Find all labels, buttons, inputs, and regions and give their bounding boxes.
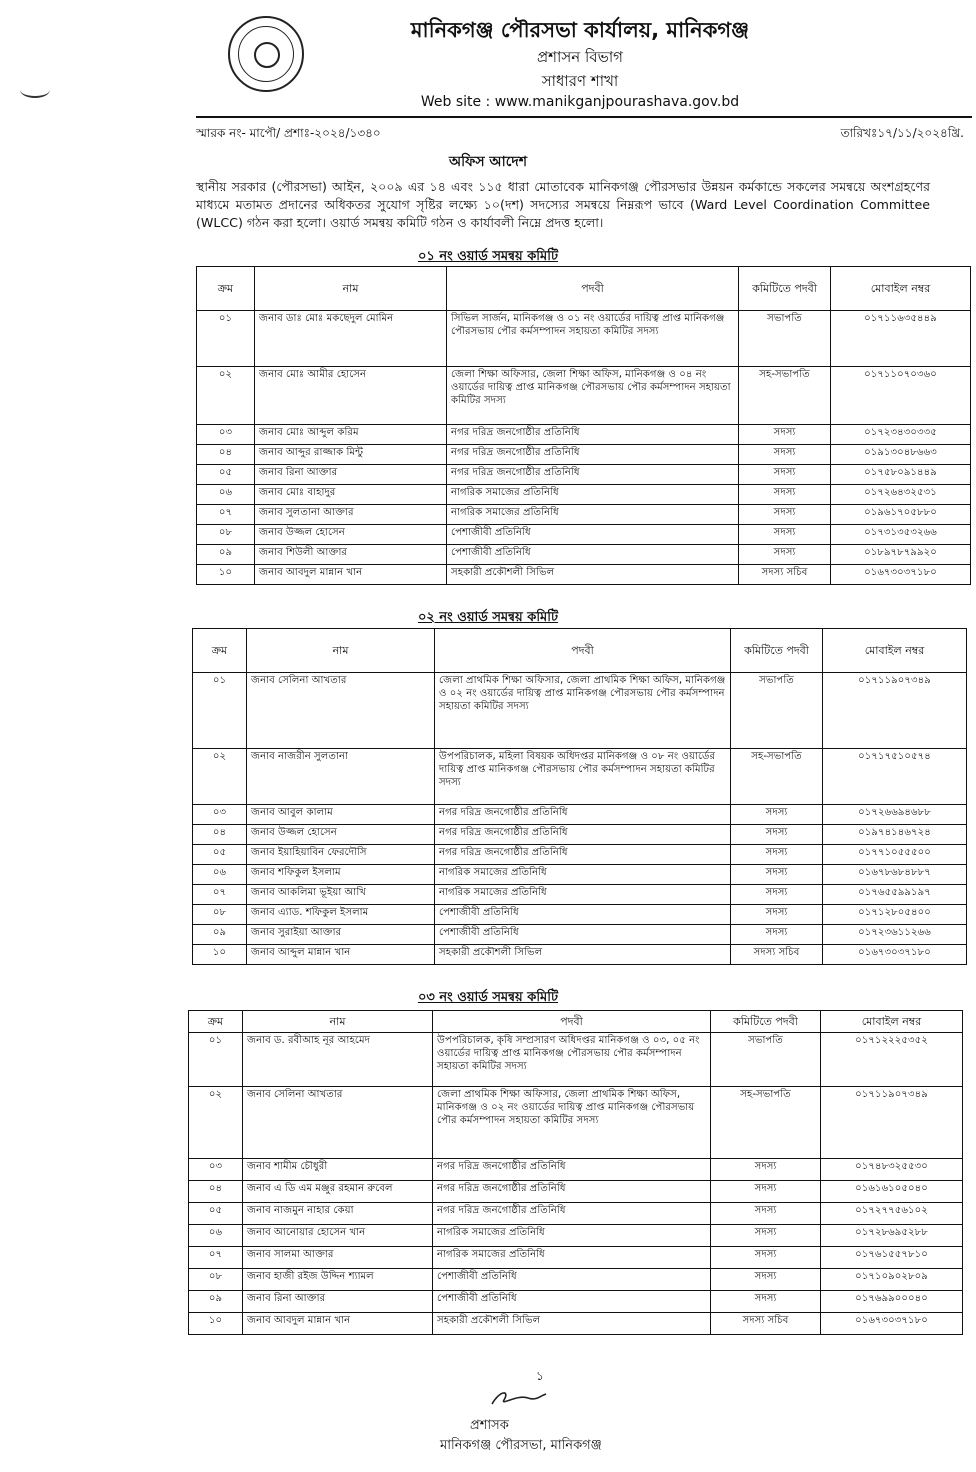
serial-cell: ০৫ [197,465,255,485]
committee-role-cell: সহ-সভাপতি [739,367,831,425]
header-committee-role: কমিটিতে পদবী [739,267,831,311]
committee-role-cell: সদস্য [711,1291,821,1313]
committee-3-table [188,1010,963,1335]
table-row [189,1181,963,1203]
memo-date: তারিখঃ১৭/১১/২০২৪খ্রি. [840,126,964,140]
mobile-cell: ০১৬১৬১০৫০৪০ [821,1181,963,1203]
name-cell: জনাব রিনা আক্তার [255,465,447,485]
serial-cell: ০২ [197,367,255,425]
committee-role-cell: সদস্য [731,905,823,925]
header-mobile: মোবাইল নম্বর [821,1011,963,1033]
committee-2-table [192,628,967,965]
mobile-cell: ০১৮৯৭৮৭৯৯২০ [831,545,971,565]
table-row [189,1247,963,1269]
mobile-cell: ০১৭৬৫৫৯৯১৯৭ [823,885,967,905]
name-cell: জনাব ড. রবীআহ নূর আহমেদ [243,1033,433,1087]
office-name: মানিকগঞ্জ পৌরসভা কার্যালয়, মানিকগঞ্জ [410,18,750,42]
table-row [193,845,967,865]
table-row [189,1087,963,1159]
designation-cell: পেশাজীবী প্রতিনিধি [435,925,731,945]
memo-number: স্মারক নং- মাপৌ/ প্রশাঃ-২০২৪/১৩৪০ [196,126,381,140]
header-divider [196,116,972,118]
name-cell: জনাব শামীম চৌধুরী [243,1159,433,1181]
name-cell: জনাব সুলতানা আক্তার [255,505,447,525]
serial-cell: ০৪ [197,445,255,465]
name-cell: জনাব এ্যাড. শফিকুল ইসলাম [247,905,435,925]
mobile-cell: ০১৭২৬৪৩২৫৩১ [831,485,971,505]
committee-role-cell: সদস্য [739,525,831,545]
name-cell: জনাব আব্দুর রাজ্জাক মিন্টু [255,445,447,465]
signatory-title: প্রশাসক [470,1418,509,1433]
committee-role-cell: সদস্য [731,805,823,825]
committee-role-cell: সদস্য [739,425,831,445]
name-cell: জনাব মোঃ আমীর হোসেন [255,367,447,425]
serial-cell: ০৭ [193,885,247,905]
committee-role-cell: সদস্য [731,925,823,945]
designation-cell: নাগরিক সমাজের প্রতিনিধি [433,1247,711,1269]
serial-cell: ০৯ [189,1291,243,1313]
header-serial: ক্রম [197,267,255,311]
designation-cell: পেশাজীবী প্রতিনিধি [433,1269,711,1291]
signature-icon [488,1386,548,1410]
committee-role-cell: সদস্য [731,825,823,845]
table-row [197,465,971,485]
designation-cell: পেশাজীবী প্রতিনিধি [447,525,739,545]
designation-cell: পেশাজীবী প্রতিনিধি [447,545,739,565]
serial-cell: ০৮ [189,1269,243,1291]
committee-role-cell: সদস্য [731,845,823,865]
designation-cell: জেলা প্রাথমিক শিক্ষা অফিসার, জেলা প্রাথমিক শিক্ষা অফিস, মানিকগঞ্জ ও ০২ নং ওয়ার্ডের দায়িত্ব প্রাপ্ত মানিকগঞ্জ পৌরসভায় পৌর কর্মসম্পাদন সহায়তা কমিটির সদস্য [435,673,731,749]
mobile-cell: ০১৭২৩৬১১২৬৬ [823,925,967,945]
serial-cell: ০৪ [189,1181,243,1203]
website-text: Web site : www.manikganjpourashava.gov.bd [420,94,740,110]
table-row [197,311,971,367]
serial-cell: ০৫ [193,845,247,865]
table-row [193,805,967,825]
mobile-cell: ০১৭৩১৩৫৩২৬৬ [831,525,971,545]
mobile-cell: ০১৭১১৯০৭৩৪৯ [823,673,967,749]
designation-cell: সহকারী প্রকৌশলী সিভিল [435,945,731,965]
committee-role-cell: সদস্য [711,1159,821,1181]
serial-cell: ০৭ [197,505,255,525]
table-row [193,925,967,945]
table-row [197,367,971,425]
mobile-cell: ০১৭২৬৬৯৪৬৮৮ [823,805,967,825]
committee-role-cell: সভাপতি [731,673,823,749]
table-row [193,885,967,905]
designation-cell: জেলা প্রাথমিক শিক্ষা অফিসার, জেলা প্রাথমিক শিক্ষা অফিস, মানিকগঞ্জ ও ০২ নং ওয়ার্ডের দায়িত্ব প্রাপ্ত মানিকগঞ্জ পৌরসভায় পৌর কর্মসম্পাদন সহায়তা কমিটির সদস্য [433,1087,711,1159]
mobile-cell: ০১৭১১৬৩৫৪৪৯ [831,311,971,367]
name-cell: জনাব নাজরীন সুলতানা [247,749,435,805]
table-row [197,525,971,545]
table-row [193,865,967,885]
mobile-cell: ০১৯১৩০৪৮৬৬৩ [831,445,971,465]
designation-cell: নগর দরিদ্র জনগোষ্ঠীর প্রতিনিধি [447,465,739,485]
mobile-cell: ০১৭১১০৭০৩৬০ [831,367,971,425]
committee-role-cell: সভাপতি [739,311,831,367]
mobile-cell: ০১৯৭৪১৪৬৭২৪ [823,825,967,845]
name-cell: জনাব আবদুল মান্নান খান [243,1313,433,1335]
serial-cell: ০৬ [193,865,247,885]
designation-cell: নগর দরিদ্র জনগোষ্ঠীর প্রতিনিধি [433,1181,711,1203]
serial-cell: ০৪ [193,825,247,845]
mobile-cell: ০১৭২৮৬৯৫২৮৮ [821,1225,963,1247]
serial-cell: ০৬ [197,485,255,505]
serial-cell: ০৩ [189,1159,243,1181]
margin-mark-icon [20,82,50,98]
name-cell: জনাব আবদুল মান্নান খান [255,565,447,585]
table-row [193,749,967,805]
signatory-office: মানিকগঞ্জ পৌরসভা, মানিকগঞ্জ [440,1438,602,1453]
committee-role-cell: সভাপতি [711,1033,821,1087]
designation-cell: উপপরিচালক, কৃষি সম্প্রসারণ অধিদপ্তর মানিকগঞ্জ ও ০৩, ০৫ নং ওয়ার্ডের দায়িত্ব প্রাপ্ত মানিকগঞ্জ পৌরসভায় পৌর কর্মসম্পাদন সহায়তা কমিটির সদস্য [433,1033,711,1087]
mobile-cell: ০১৭৭১০৫৫৫০০ [823,845,967,865]
designation-cell: সিভিল সার্জন, মানিকগঞ্জ ও ০১ নং ওয়ার্ডের দায়িত্ব প্রাপ্ত মানিকগঞ্জ পৌরসভায় পৌর কর্মসম্পাদন সহায়তা কমিটির সদস্য [447,311,739,367]
designation-cell: নাগরিক সমাজের প্রতিনিধি [435,865,731,885]
header-designation: পদবী [447,267,739,311]
committee-role-cell: সদস্য [739,485,831,505]
mobile-cell: ০১৬৭৮৬৮৪৮৮৭ [823,865,967,885]
header-committee-role: কমিটিতে পদবী [731,629,823,673]
designation-cell: নগর দরিদ্র জনগোষ্ঠীর প্রতিনিধি [433,1159,711,1181]
name-cell: জনাব ইয়াহিয়াবিন ফেরদৌসি [247,845,435,865]
committee-1-title: ০১ নং ওয়ার্ড সমন্বয় কমিটি [417,249,559,264]
committee-role-cell: সদস্য [711,1181,821,1203]
mobile-cell: ০১৭১৭৫১০৫৭৪ [823,749,967,805]
mobile-cell: ০১৯৬১৭০৫৮৮০ [831,505,971,525]
designation-cell: জেলা শিক্ষা অফিসার, জেলা শিক্ষা অফিস, মানিকগঞ্জ ও ০৪ নং ওয়ার্ডের দায়িত্ব প্রাপ্ত মানিকগঞ্জ পৌরসভায় পৌর কর্মসম্পাদন সহায়তা কমিটির সদস্য [447,367,739,425]
table-row [197,565,971,585]
municipality-seal-icon [228,16,304,92]
serial-cell: ০২ [189,1087,243,1159]
name-cell: জনাব শফিকুল ইসলাম [247,865,435,885]
table-row [197,505,971,525]
serial-cell: ০৩ [197,425,255,445]
mobile-cell: ০১৬৭৩০৩৭১৮০ [821,1313,963,1335]
intro-paragraph: স্থানীয় সরকার (পৌরসভা) আইন, ২০০৯ এর ১৪ এবং ১১৫ ধারা মোতাবেক মানিকগঞ্জ পৌরসভার উন্নয়ন কর্মকান্ডে সকলের সমন্বয়ে অংশগ্রহণের মাধ্যমে মতামত প্রদানের অধিকতর সুযোগ সৃষ্টির লক্ষ্যে ১০(দশ) সদস্যের সমন্বয়ে নিম্নরূপ ভাবে (Ward Level Coordination Committee (WLCC) গঠন করা হলো। ওয়ার্ড সমন্বয় কমিটি গঠন ও কার্যাবলী নিম্নে প্রদত্ত হলো। [196,179,930,230]
name-cell: জনাব উজ্জল হোসেন [255,525,447,545]
name-cell: জনাব আকলিমা ভূইয়া আখি [247,885,435,905]
serial-cell: ০৯ [197,545,255,565]
serial-cell: ০১ [197,311,255,367]
mobile-cell: ০১৭৬৯৯০০০৪০ [821,1291,963,1313]
committee-role-cell: সদস্য [739,465,831,485]
serial-cell: ০৩ [193,805,247,825]
name-cell: জনাব আনোয়ার হোসেন খান [243,1225,433,1247]
committee-role-cell: সদস্য [711,1203,821,1225]
table-row [189,1291,963,1313]
serial-cell: ০৮ [197,525,255,545]
serial-cell: ০৮ [193,905,247,925]
name-cell: জনাব রিনা আক্তার [243,1291,433,1313]
designation-cell: নাগরিক সমাজের প্রতিনিধি [447,505,739,525]
order-title: অফিস আদেশ [448,154,528,170]
serial-cell: ১০ [189,1313,243,1335]
table-row [193,945,967,965]
header-committee-role: কমিটিতে পদবী [711,1011,821,1033]
designation-cell: সহকারী প্রকৌশলী সিভিল [447,565,739,585]
table-row [197,485,971,505]
branch-name: সাধারণ শাখা [541,72,619,90]
name-cell: জনাব সেলিনা আখতার [247,673,435,749]
header-designation: পদবী [433,1011,711,1033]
serial-cell: ০৯ [193,925,247,945]
mobile-cell: ০১৭২৩৪৩০৩৩৫ [831,425,971,445]
designation-cell: পেশাজীবী প্রতিনিধি [433,1291,711,1313]
serial-cell: ০৫ [189,1203,243,1225]
department-name: প্রশাসন বিভাগ [536,48,624,66]
serial-cell: ০৬ [189,1225,243,1247]
committee-role-cell: সদস্য [739,545,831,565]
committee-2-title: ০২ নং ওয়ার্ড সমন্বয় কমিটি [417,610,559,625]
committee-role-cell: সদস্য [731,865,823,885]
name-cell: জনাব সেলিনা আখতার [243,1087,433,1159]
designation-cell: পেশাজীবী প্রতিনিধি [435,905,731,925]
table-row [197,425,971,445]
committee-role-cell: সদস্য [711,1269,821,1291]
designation-cell: নাগরিক সমাজের প্রতিনিধি [435,885,731,905]
header-mobile: মোবাইল নম্বর [823,629,967,673]
name-cell: জনাব আব্দুল মান্নান খান [247,945,435,965]
name-cell: জনাব নাজমুন নাহার কেয়া [243,1203,433,1225]
mobile-cell: ০১৭২৭৭৫৬১০২ [821,1203,963,1225]
mobile-cell: ০১৭৫৮০৯১৪৪৯ [831,465,971,485]
serial-cell: ১০ [193,945,247,965]
committee-3-rows [189,1033,963,1335]
serial-cell: ০৭ [189,1247,243,1269]
table-row [193,673,967,749]
table-row [189,1033,963,1087]
mobile-cell: ০১৭১১৯০৭৩৪৯ [821,1087,963,1159]
header-mobile: মোবাইল নম্বর [831,267,971,311]
committee-2-rows [193,673,967,965]
name-cell: জনাব আবুল কালাম [247,805,435,825]
header-serial: ক্রম [189,1011,243,1033]
header-serial: ক্রম [193,629,247,673]
committee-role-cell: সদস্য [739,505,831,525]
mobile-cell: ০১৬৭৩০৩৭১৮০ [831,565,971,585]
name-cell: জনাব মোঃ আব্দুল করিম [255,425,447,445]
name-cell: জনাব হাজী রইজ উদ্দিন শ্যামল [243,1269,433,1291]
header-name: নাম [243,1011,433,1033]
serial-cell: ০২ [193,749,247,805]
table-row [197,545,971,565]
committee-1-rows [197,311,971,585]
mobile-cell: ০১৭৬১৫৫৭৮১০ [821,1247,963,1269]
table-row [189,1225,963,1247]
committee-3-title: ০৩ নং ওয়ার্ড সমন্বয় কমিটি [417,990,559,1005]
designation-cell: নাগরিক সমাজের প্রতিনিধি [433,1225,711,1247]
table-row [189,1203,963,1225]
name-cell: জনাব মোঃ বাহাদুর [255,485,447,505]
name-cell: জনাব এ ডি এম মঞ্জুর রহমান রুবেল [243,1181,433,1203]
designation-cell: নগর দরিদ্র জনগোষ্ঠীর প্রতিনিধি [435,825,731,845]
serial-cell: ১০ [197,565,255,585]
designation-cell: নগর দরিদ্র জনগোষ্ঠীর প্রতিনিধি [447,445,739,465]
table-row [193,905,967,925]
name-cell: জনাব সুরাইয়া আক্তার [247,925,435,945]
committee-role-cell: সদস্য সচিব [739,565,831,585]
page-number: ১ [536,1369,544,1383]
mobile-cell: ০১৬৭৩০৩৭১৮০ [823,945,967,965]
table-row [197,445,971,465]
serial-cell: ০১ [193,673,247,749]
table-row [189,1159,963,1181]
committee-role-cell: সহ-সভাপতি [711,1087,821,1159]
designation-cell: নগর দরিদ্র জনগোষ্ঠীর প্রতিনিধি [435,845,731,865]
committee-role-cell: সদস্য [731,885,823,905]
designation-cell: নাগরিক সমাজের প্রতিনিধি [447,485,739,505]
designation-cell: উপপরিচালক, মহিলা বিষয়ক অধিদপ্তর মানিকগঞ্জ ও ০৮ নং ওয়ার্ডের দায়িত্ব প্রাপ্ত মানিকগঞ্জ পৌরসভায় পৌর কর্মসম্পাদন সহায়তা কমিটির সদস্য [435,749,731,805]
table-row [189,1269,963,1291]
serial-cell: ০১ [189,1033,243,1087]
name-cell: জনাব উজ্জল হোসেন [247,825,435,845]
committee-role-cell: সদস্য সচিব [711,1313,821,1335]
committee-1-table [196,266,971,585]
committee-role-cell: সদস্য [711,1225,821,1247]
name-cell: জনাব সালমা আক্তার [243,1247,433,1269]
mobile-cell: ০১৭১০৯০২৮০৯ [821,1269,963,1291]
name-cell: জনাব ডাঃ মোঃ মকছেদুল মোমিন [255,311,447,367]
designation-cell: সহকারী প্রকৌশলী সিভিল [433,1313,711,1335]
mobile-cell: ০১৭১২৮০৫৪০০ [823,905,967,925]
table-row [189,1313,963,1335]
name-cell: জনাব শিউলী আক্তার [255,545,447,565]
mobile-cell: ০১৭১২২২৫৩৫২ [821,1033,963,1087]
designation-cell: নগর দরিদ্র জনগোষ্ঠীর প্রতিনিধি [433,1203,711,1225]
committee-role-cell: সদস্য [711,1247,821,1269]
table-row [193,825,967,845]
header-name: নাম [247,629,435,673]
committee-role-cell: সহ-সভাপতি [731,749,823,805]
committee-role-cell: সদস্য সচিব [731,945,823,965]
header-name: নাম [255,267,447,311]
header-designation: পদবী [435,629,731,673]
mobile-cell: ০১৭৪৮৩২৫৫৩০ [821,1159,963,1181]
committee-role-cell: সদস্য [739,445,831,465]
designation-cell: নগর দরিদ্র জনগোষ্ঠীর প্রতিনিধি [435,805,731,825]
designation-cell: নগর দরিদ্র জনগোষ্ঠীর প্রতিনিধি [447,425,739,445]
